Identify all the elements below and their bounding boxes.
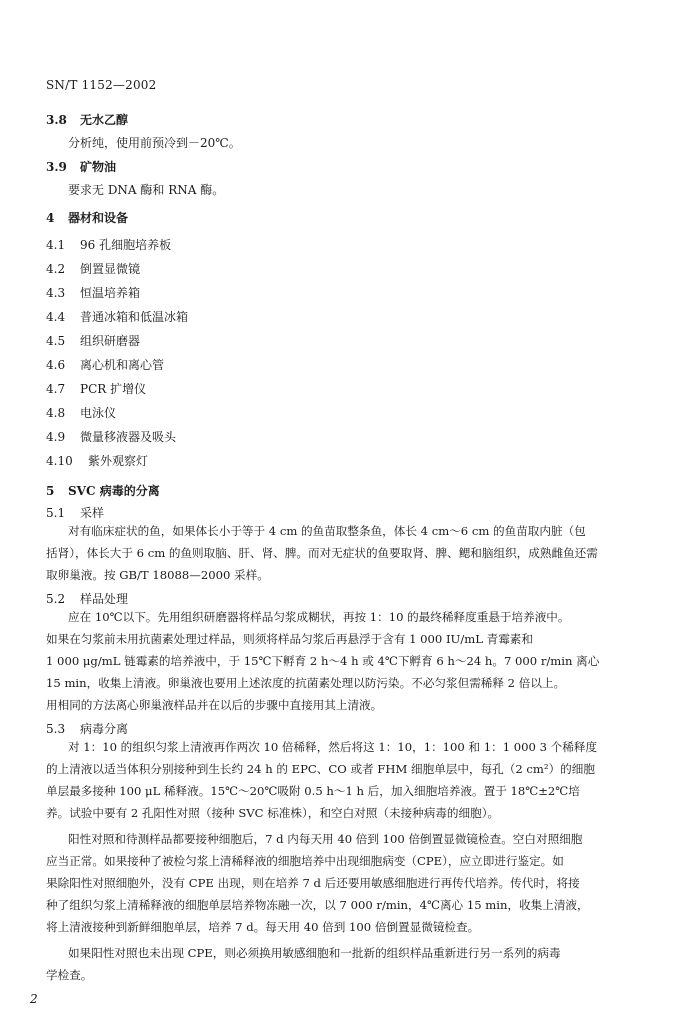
item-label: 微量移液器及吸头 — [80, 430, 177, 444]
section-number: 5.1 — [46, 506, 66, 520]
section-number: 5.3 — [46, 722, 66, 736]
equipment-item — [46, 358, 164, 372]
section-5-2-line: 用相同的方法离心卵巢液样品并在以后的步骤中直接用其上清液。 — [46, 698, 383, 712]
equipment-item — [46, 382, 146, 396]
item-number: 4.8 — [46, 406, 66, 420]
document-header: SN/T 1152—2002 — [46, 78, 157, 92]
section-title: 病毒分离 — [80, 722, 129, 736]
section-5-3-line: 果除阳性对照细胞外，没有 CPE 出现，则在培养 7 d 后还要用敏感细胞进行再传代培养。传代时，将接 — [46, 876, 580, 890]
section-title: SVC 病毒的分离 — [68, 484, 160, 498]
item-label: 离心机和离心管 — [80, 358, 165, 372]
item-number: 4.3 — [46, 286, 66, 300]
equipment-item — [46, 310, 188, 324]
section-5-2-line: 应在 10℃以下。先用组织研磨器将样品匀浆成糊状，再按 1：10 的最终稀释度重悬于培养液中。 — [68, 610, 570, 624]
item-number: 4.4 — [46, 310, 66, 324]
section-title: 采样 — [80, 506, 105, 520]
section-5-2-heading — [46, 592, 128, 606]
section-5-3-line: 种了组织匀浆上清稀释液的细胞单层培养物冻融一次，以 7 000 r/min，4℃离心 15 min，收集上清液， — [46, 898, 589, 912]
item-label: 电泳仪 — [80, 406, 117, 420]
section-5-2-line: 15 min，收集上清液。卵巢液也要用上述浓度的抗菌素处理以防污染。不必匀浆但需稀释 2 倍以上。 — [46, 676, 566, 690]
equipment-item — [46, 334, 140, 348]
section-number: 3.9 — [46, 160, 67, 174]
section-5-2-line: 1 000 μg/mL 链霉素的培养液中，于 15℃下孵育 2 h～4 h 或 4℃下孵育 6 h～24 h。7 000 r/min 离心 — [46, 654, 600, 668]
item-number: 4.6 — [46, 358, 66, 372]
section-title: 无水乙醇 — [80, 113, 129, 127]
item-label: 倒置显微镜 — [80, 262, 141, 276]
section-number: 5 — [46, 484, 55, 498]
section-number: 4 — [46, 211, 55, 225]
section-3-9-heading — [46, 160, 116, 174]
item-number: 4.9 — [46, 430, 66, 444]
equipment-item — [46, 430, 176, 444]
section-title: 样品处理 — [80, 592, 129, 606]
item-label: PCR 扩增仪 — [80, 382, 147, 396]
item-number: 4.10 — [46, 454, 73, 468]
section-5-1-heading — [46, 506, 104, 520]
section-3-9-body: 要求无 DNA 酶和 RNA 酶。 — [68, 183, 225, 197]
item-number: 4.1 — [46, 238, 66, 252]
item-number: 4.2 — [46, 262, 66, 276]
item-label: 96 孔细胞培养板 — [80, 238, 172, 252]
section-title: 矿物油 — [80, 160, 117, 174]
section-5-3-line: 养。试验中要有 2 孔阳性对照（接种 SVC 标准株），和空白对照（未接种病毒的细胞）。 — [46, 806, 500, 820]
section-4-heading — [46, 211, 128, 225]
section-5-2-line: 如果在匀浆前未用抗菌素处理过样品，则须将样品匀浆后再悬浮于含有 1 000 IU/mL 青霉素和 — [46, 632, 533, 646]
section-3-8-heading — [46, 113, 128, 127]
section-3-8-body: 分析纯，使用前预冷到－20℃。 — [68, 136, 241, 150]
section-number: 3.8 — [46, 113, 67, 127]
equipment-item — [46, 286, 140, 300]
section-5-1-line: 对有临床症状的鱼，如果体长小于等于 4 cm 的鱼苗取整条鱼，体长 4 cm～6 cm 的鱼苗取内脏（包 — [68, 524, 586, 538]
section-5-3-line: 学检查。 — [46, 968, 93, 982]
item-label: 恒温培养箱 — [80, 286, 141, 300]
section-5-1-line: 括肾），体长大于 6 cm 的鱼则取脑、肝、肾、脾。而对无症状的鱼要取肾、脾、鳃和脑组织，成熟雌鱼还需 — [46, 546, 598, 560]
equipment-item — [46, 262, 140, 276]
section-number: 5.2 — [46, 592, 66, 606]
equipment-item — [46, 406, 116, 420]
section-5-heading — [46, 484, 160, 498]
section-5-3-line: 将上清液接种到新鲜细胞单层，培养 7 d。每天用 40 倍到 100 倍倒置显微镜检查。 — [46, 920, 480, 934]
section-5-3-heading — [46, 722, 128, 736]
section-5-3-line: 单层最多接种 100 μL 稀释液。15℃～20℃吸附 0.5 h～1 h 后，加入细胞培养液。置于 18℃±2℃培 — [46, 784, 580, 798]
section-title: 器材和设备 — [68, 211, 129, 225]
item-number: 4.7 — [46, 382, 66, 396]
item-label: 普通冰箱和低温冰箱 — [80, 310, 189, 324]
section-5-3-line: 的上清液以适当体积分别接种到生长约 24 h 的 EPC、CO 或者 FHM 细胞单层中，每孔（2 cm²）的细胞 — [46, 762, 595, 776]
section-5-1-line: 取卵巢液。按 GB/T 18088—2000 采样。 — [46, 568, 269, 582]
page-number: 2 — [30, 992, 38, 1006]
equipment-item — [46, 238, 171, 252]
equipment-item — [46, 454, 148, 468]
section-5-3-line: 应当正常。如果接种了被检匀浆上清稀释液的细胞培养中出现细胞病变（CPE），应立即进行鉴定。如 — [46, 854, 564, 868]
item-label: 组织研磨器 — [80, 334, 141, 348]
section-5-3-line: 阳性对照和待测样品都要接种细胞后，7 d 内每天用 40 倍到 100 倍倒置显微镜检查。空白对照细胞 — [68, 832, 583, 846]
section-5-3-line: 如果阳性对照也未出现 CPE，则必须换用敏感细胞和一批新的组织样品重新进行另一系列的病毒 — [68, 946, 561, 960]
item-number: 4.5 — [46, 334, 66, 348]
item-label: 紫外观察灯 — [88, 454, 149, 468]
section-5-3-line: 对 1：10 的组织匀浆上清液再作两次 10 倍稀释，然后将这 1：10，1：100 和 1：1 000 3 个稀释度 — [68, 740, 598, 754]
